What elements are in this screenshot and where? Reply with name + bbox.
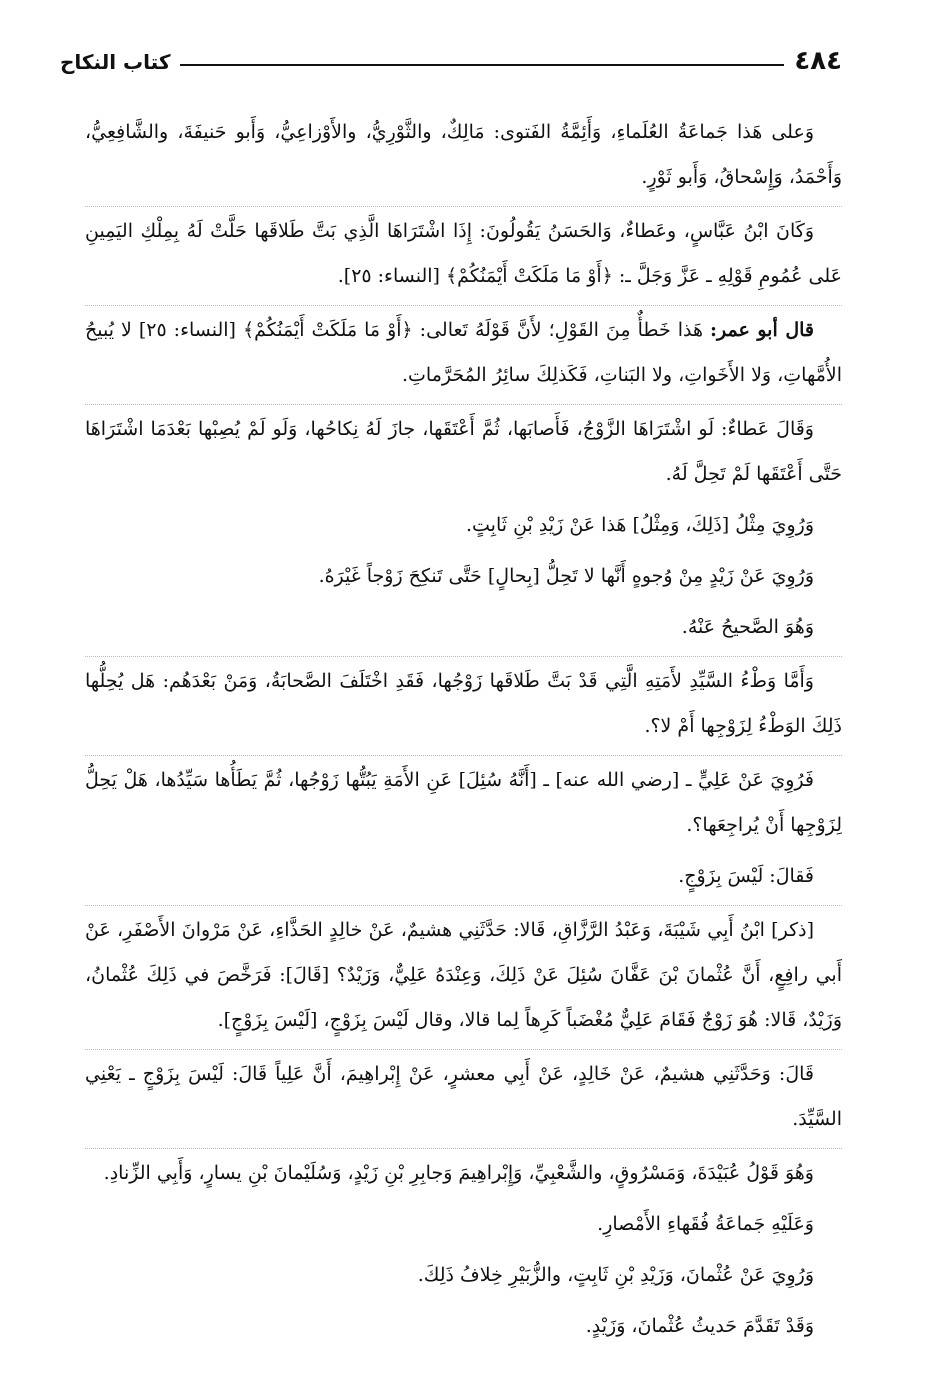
paragraph <box>85 1304 842 1349</box>
paragraph-text: وَقَالَ عَطاءٌ: لَو اشْتَرَاهَا الزَّوْجُ، فَأَصابَها، ثُمَّ أَعْتَقَها، جازَ لَهُ نِكاحُها، وَلَو لَمْ يُصِبْها بَعْدَمَا اشْتَرَاهَا حَتَّى أَعْتَقَها لَمْ تَحِلَّ لَهُ. <box>85 418 842 485</box>
paragraph-text: هَذا خَطأٌ مِنَ القَوْلِ؛ لأَنَّ قَوْلَهُ تَعالى: ﴿أَوْ مَا مَلَكَتْ أَيْمَنُكُمْ﴾ [النساء: ٢٥] لا يُبيحُ الأُمَّهاتِ، وَلا الأَخَواتِ، ولا البَناتِ، فَكَذلِكَ سائِرُ المُحَرَّماتِ. <box>85 319 842 386</box>
paragraph-text: وَرُوِيَ عَنْ عُثْمانَ، وَزَيْدِ بْنِ ثَابِتٍ، والزُّبَيْرِ خِلافُ ذَلِكَ. <box>417 1264 814 1286</box>
paragraph-text: وَهُوَ قَوْلُ عُبَيْدَةَ، وَمَسْرُوقٍ، والشَّعْبِيِّ، وَإِبْراهِيمَ وَجابِرِ بْنِ زَيْدٍ، وَسُلَيْمانَ بْنِ يسارٍ، وَأَبِي الزِّنادِ. <box>103 1162 814 1184</box>
paragraph <box>85 503 842 548</box>
paragraph <box>85 905 842 1043</box>
paragraph-text: قَالَ: وَحَدَّثَنِي هشيمٌ، عَنْ خَالِدٍ، عَنْ أَبِي معشرٍ، عَنْ إِبْراهِيمَ، أَنَّ عَلِياً قَالَ: لَيْسَ بِزَوْجٍ ـ يَعْنِي السَّيِّدَ. <box>85 1063 842 1130</box>
paragraph <box>85 605 842 650</box>
paragraph-text: وَعَلَيْهِ جَماعَةُ فُقَهاءِ الأَمْصارِ. <box>597 1213 814 1235</box>
paragraph-text: وَرُوِيَ مِثْلُ [ذَلِكَ، وَمِثْلُ] هَذا عَنْ زَيْدِ بْنِ ثَابِتٍ. <box>465 514 814 536</box>
paragraph-text: وَهُوَ الصَّحيحُ عَنْهُ. <box>681 616 814 638</box>
paragraph <box>85 1148 842 1196</box>
paragraph-text: فَقالَ: لَيْسَ بِزَوْجٍ. <box>678 865 814 887</box>
header-rule <box>180 64 784 66</box>
paragraph <box>85 1253 842 1298</box>
paragraph <box>85 1049 842 1142</box>
paragraph <box>85 110 842 200</box>
paragraph-text: وَقَدْ تَقَدَّمَ حَديثُ عُثْمانَ، وَزَيْدٍ. <box>585 1315 814 1337</box>
paragraph <box>85 554 842 599</box>
body-text <box>85 110 842 1355</box>
paragraph <box>85 305 842 398</box>
paragraph <box>85 656 842 749</box>
page-header <box>60 38 842 78</box>
paragraph-text: [ذكر] ابْنُ أَبِي شَيْبَةَ، وَعَبْدُ الرَّزَّاقِ، قَالا: حَدَّثَنِي هشيمٌ، عَنْ خالِدٍ الحَذَّاءِ، عَنْ مَرْوانَ الأَصْفَرِ، عَنْ أَبي رافِعٍ، أَنَّ عُثْمانَ بْنَ عَفَّانَ سُئِلَ عَنْ ذَلِكَ، وَعِنْدَهُ عَلِيٌّ، وَزَيْدٌ؟ [قَالَ]: فَرَخَّصَ في ذَلِكَ عُثْمانُ، وَزَيْدٌ، قَالا: هُوَ زَوْجٌ فَقَامَ عَلِيٌّ مُغْضَباً كَرِهاً لِما قالا، وقال لَيْسَ بِزَوْجٍ، [لَيْسَ بِزَوْجٍ]. <box>85 919 842 1031</box>
paragraph <box>85 206 842 299</box>
paragraph-text: وَرُوِيَ عَنْ زَيْدٍ مِنْ وُجوهٍ أَنَّها لا تَحِلُّ [بِحالٍ] حَتَّى تَنكِحَ زَوْجاً غَيْرَهُ. <box>318 565 814 587</box>
paragraph <box>85 404 842 497</box>
author-lead: قال أبو عمر: <box>709 319 814 341</box>
paragraph <box>85 1202 842 1247</box>
paragraph-text: وَأَمَّا وَطْءُ السَّيِّدِ لأَمَتِهِ الَّتِي قَدْ بَتَّ طَلاقَها زَوْجُها، فَقَدِ اخْتَلَفَ الصَّحابَةُ، وَمَنْ بَعْدَهُم: هَل يُحِلُّها ذَلِكَ الوَطْءُ لِزَوْجِها أَمْ لا؟. <box>85 670 842 737</box>
paragraph <box>85 755 842 848</box>
chapter-title: كتاب النكاح <box>60 50 171 74</box>
page-number: ٤٨٤ <box>794 46 842 76</box>
paragraph-text: فَرُوِيَ عَنْ عَلِيٍّ ـ [رضي الله عنه] ـ [أَنَّهُ سُئِلَ] عَنِ الأَمَةِ يَبُتُّها زَوْجُها، ثُمَّ يَطَأُها سَيِّدُها، هَلْ يَحِلُّ لِزَوْجِها أَنْ يُراجِعَها؟. <box>85 769 842 836</box>
paragraph <box>85 854 842 899</box>
paragraph-text: وَعلى هَذا جَماعَةُ العُلَماءِ، وَأَئِمَّةُ الفَتوى: مَالِكٌ، والثَّوْرِيُّ، والأَوْزاعِيُّ، وَأَبو حَنيفَةَ، والشَّافِعِيُّ، وَأَحْمَدُ، وَإِسْحاقُ، وَأَبو ثَوْرٍ. <box>85 121 842 188</box>
paragraph-text: وَكَانَ ابْنُ عَبَّاسٍ، وعَطاءٌ، وَالحَسَنُ يَقُولُونَ: إِذَا اشْتَرَاهَا الَّذِي بَتَّ طَلاقَها حَلَّتْ لَهُ بِمِلْكِ اليَمِينِ عَلى عُمُومِ قَوْلِهِ ـ عَزَّ وَجَلَّ ـ: ﴿أَوْ مَا مَلَكَتْ أَيْمَنُكُمْ﴾ [النساء: ٢٥]. <box>85 220 842 287</box>
